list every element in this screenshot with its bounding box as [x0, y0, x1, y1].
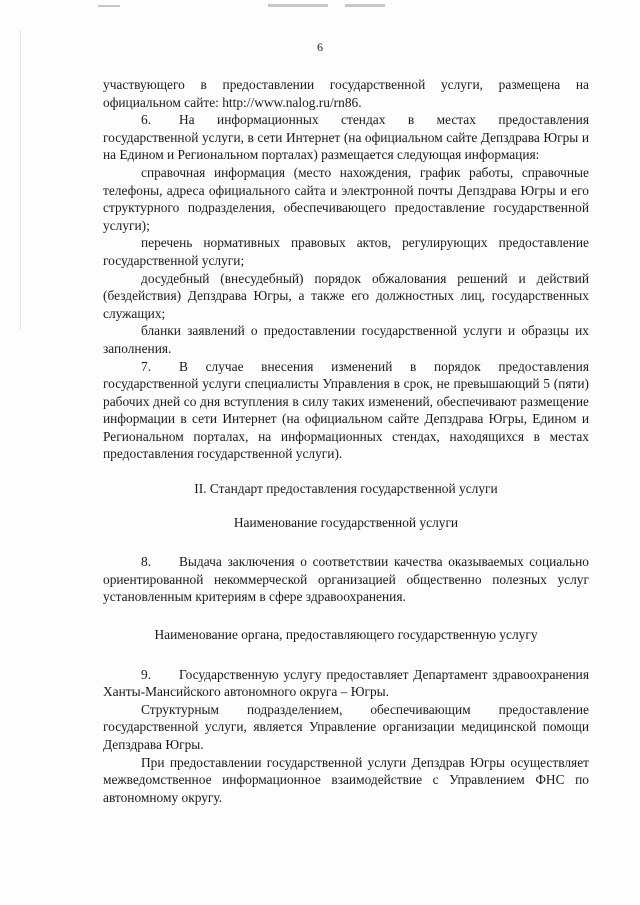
paragraph-text: досудебный (внесудебный) порядок обжалования решений и действий (бездействия) Депздрава Югры, а также его должностных лиц, государственных служащих; [103, 270, 589, 321]
paragraph-p9-b [103, 754, 589, 807]
paragraph-text: На информационных стендах в местах предоставления государственной услуги, в сети Интернет (на официальном сайте Депздрава Югры и на Едином и Региональном порталах) размещается следующая информация: [103, 112, 589, 163]
paragraph-number: 7. [141, 358, 152, 374]
paragraph-p-cont [103, 76, 589, 111]
paragraph-text: В случае внесения изменений в порядок предоставления государственной услуги специалисты Управления в срок, не превышающий 5 (пяти) рабочих дней со дня вступления в силу таких изменений, обеспечивают размещение информации в сети Интернет (на официальном сайте Депздрава Югры, Едином и Региональном порталах, на информационных стендах, находящихся в местах предоставления государственной услуги). [103, 358, 589, 462]
paragraph-p6-a [103, 164, 589, 234]
paragraph-text: перечень нормативных правовых актов, регулирующих предоставление государственной услуги; [103, 235, 589, 268]
paragraph-text: При предоставлении государственной услуги Депздрав Югры осуществляет межведомственное информационное взаимодействие с Управлением ФНС по автономному округу. [103, 754, 589, 805]
paragraph-text: справочная информация (место нахождения, график работы, справочные телефоны, адреса официального сайта и электронной почты Депздрава Югры и его структурного подразделения, обеспечивающего предоставление государственной услуги); [103, 164, 589, 233]
paragraph-p9-a [103, 701, 589, 754]
page-number: 6 [317, 40, 323, 54]
document-body [103, 76, 589, 806]
paragraphs-bottom [103, 666, 589, 807]
paragraph-text: участвующего в предоставлении государственной услуги, размещена на официальном сайте: http://www.nalog.ru/rn86. [103, 77, 589, 110]
paragraph-number: 8. [141, 554, 152, 570]
paragraph-p6-b [103, 234, 589, 269]
paragraph-text: Выдача заключения о соответствии качества оказываемых социально ориентированной некоммерческой организацией общественно полезных услуг установленным критериям в сфере здравоохранения. [103, 554, 589, 605]
scan-artifact-right [345, 4, 385, 7]
paragraph-p6-d [103, 322, 589, 357]
paragraph-text: Структурным подразделением, обеспечивающим предоставление государственной услуги, является Управление организации медицинской помощи Депздрава Югры. [103, 701, 589, 752]
paragraph-number: 6. [141, 112, 152, 128]
paragraph-text: бланки заявлений о предоставлении государственной услуги и образцы их заполнения. [103, 323, 589, 356]
paragraphs-top [103, 76, 589, 463]
paragraph-p6-c [103, 270, 589, 323]
paragraph-number: 9. [141, 666, 152, 682]
sub-heading-authority: Наименование органа, предоставляющего государственную услугу [154, 627, 538, 643]
section-heading: II. Стандарт предоставления государственной услуги [194, 481, 498, 497]
paragraph-p6 [103, 111, 589, 164]
paragraph-p7 [103, 358, 589, 464]
scan-artifact-edge [20, 30, 21, 330]
scan-artifact-mid [268, 4, 328, 7]
paragraph-p9 [103, 666, 589, 701]
paragraph-text: Государственную услугу предоставляет Департамент здравоохранения Ханты-Мансийского автономного округа – Югры. [103, 666, 589, 700]
paragraph-8 [103, 553, 589, 606]
sub-heading-service-name: Наименование государственной услуги [233, 514, 459, 530]
scan-artifact-left [98, 5, 120, 7]
